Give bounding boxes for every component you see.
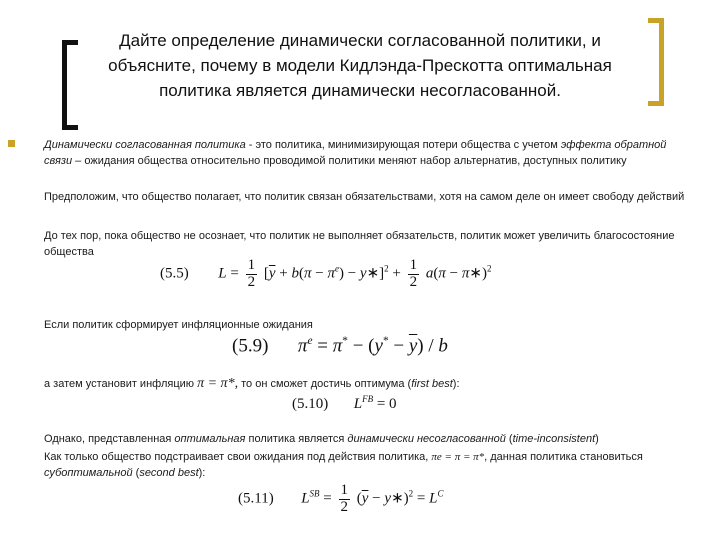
slide-title: Дайте определение динамически согласованной политики, и объясните, почему в модели Кидлэнда-Прескотта оптимальная политика является динамически несогласованной. (108, 31, 612, 100)
definition-text-2: – ожидания общества относительно проводимой политики меняют набор альтернатив, доступных политику (72, 155, 627, 167)
term-feedback-effect: эффекта обратной связи (44, 139, 667, 167)
term-suboptimal: субоптимальной (44, 467, 133, 479)
bullet-marker (8, 140, 15, 147)
paragraph-suboptimal (44, 449, 694, 481)
paragraph-definition (44, 137, 694, 169)
equation-5-9: (5.9) $\pi^e = \pi^* - (y^* - \overline{y}) / b$ (232, 335, 448, 357)
left-bracket-decoration (62, 40, 78, 130)
inconsistency-text-2: политика является (245, 433, 348, 445)
equation-label-5-9: (5.9) (232, 335, 269, 357)
term-second-best: second best (139, 467, 199, 479)
paragraph-welfare: До тех пор, пока общество не осознает, что политик не выполняет обязательств, политик может увеличить благосостояние общества (44, 230, 675, 258)
paragraph-assumption: Предположим, что общество полагает, что политик связан обязательствами, хотя на самом деле он имеет свободу действий (44, 191, 685, 203)
definition-text: - это политика, минимизирующая потери общества с учетом (245, 139, 561, 151)
equation-5-11: (5.11) $L^{SB}$ = $\frac{1}{2}$ ($\overline{y}$ − y∗)$^2$ = $L^C$ (238, 482, 444, 515)
suboptimal-text: Как только общество подстраивает свои ожидания под действия политика, (44, 451, 432, 463)
equation-5-5: (5.5) L = $\frac{1}{2}$ [$\overline{y} + b(\pi - \pi^e)$ − y∗]$^2$ + $\frac{1}{2}$ a(π − π∗)$^2$ (160, 257, 492, 290)
suboptimal-text-3: ( (132, 467, 140, 479)
paragraph-expectations: Если политик сформирует инфляционные ожидания (44, 319, 313, 331)
inflation-math: π = π*, (197, 376, 239, 391)
suboptimal-math: πe = π = π* (431, 451, 485, 463)
inflation-text-2: то он сможет достичь оптимума ( (238, 378, 412, 390)
term-optimal: оптимальная (174, 433, 246, 445)
equation-label-5-11: (5.11) (238, 490, 274, 507)
term-dynamic-inconsistent: динамически несогласованной (347, 433, 506, 445)
term-first-best: first best (411, 378, 453, 390)
inconsistency-text: Однако, представленная (44, 433, 175, 445)
equation-label-5-10: (5.10) (292, 396, 329, 412)
equation-label-5-5: (5.5) (160, 265, 189, 282)
right-bracket-decoration (648, 18, 664, 106)
inconsistency-text-3: ( (505, 433, 513, 445)
term-dynamic-consistency: Динамически согласованная политика (44, 139, 246, 151)
suboptimal-text-2: , данная политика становиться (484, 451, 643, 463)
inconsistency-text-4: ) (595, 433, 599, 445)
term-time-inconsistent: time-inconsistent (512, 433, 596, 445)
inflation-text-3: ): (452, 378, 460, 390)
paragraph-set-inflation (44, 376, 694, 392)
inflation-text: а затем установит инфляцию (44, 378, 198, 390)
suboptimal-text-4: ): (198, 467, 206, 479)
equation-5-10: (5.10) $L^{FB} = 0$ (292, 394, 397, 412)
paragraph-inconsistency (44, 431, 694, 447)
